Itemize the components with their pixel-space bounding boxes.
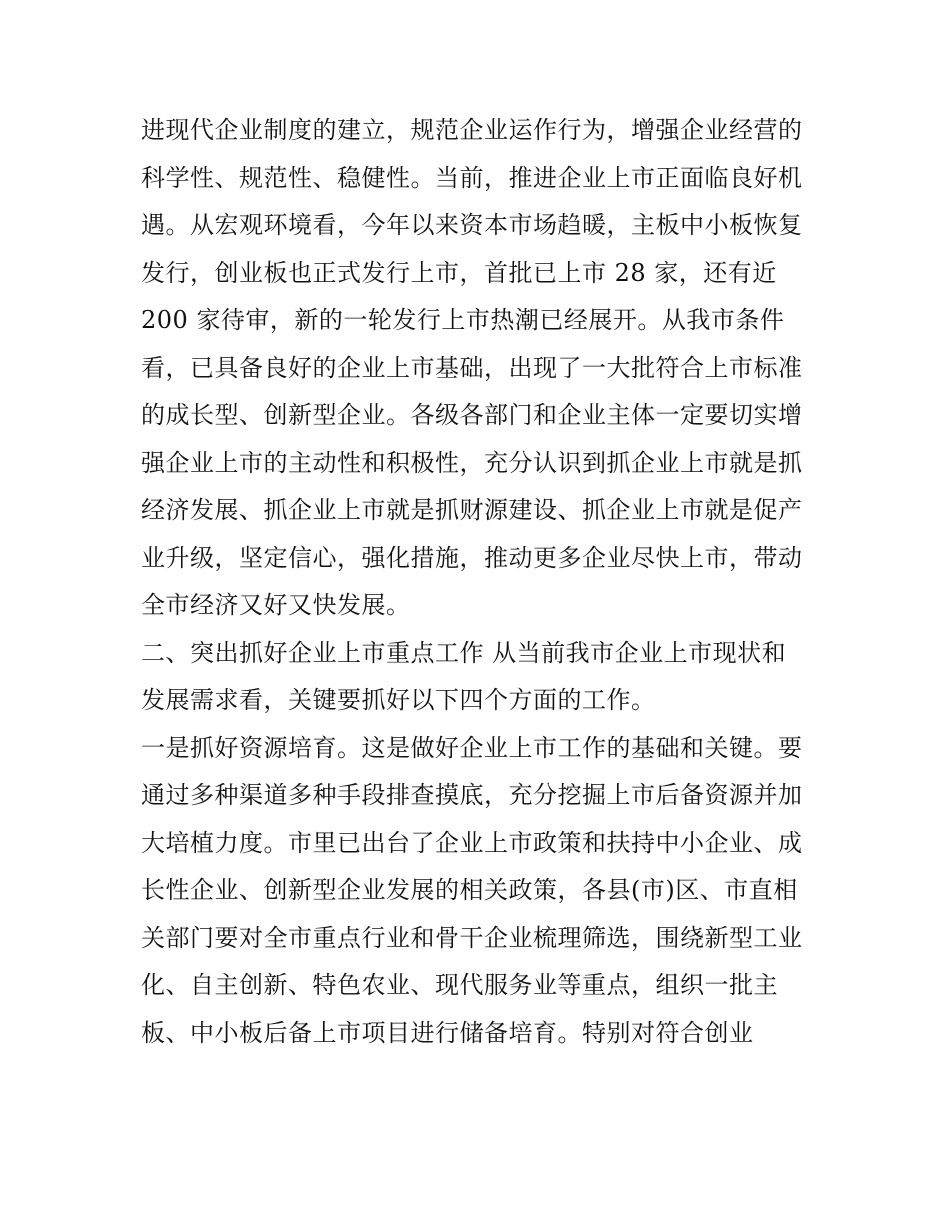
text-line: 化、自主创新、特色农业、现代服务业等重点，组织一批主	[141, 971, 778, 999]
text-line: 全市经济又好又快发展。	[141, 591, 411, 619]
body-text	[141, 107, 821, 1057]
text-line: 发展需求看，关键要抓好以下四个方面的工作。	[141, 686, 656, 714]
text-line: 强企业上市的主动性和积极性，充分认识到抓企业上市就是抓	[141, 448, 803, 477]
text-line: 的成长型、创新型企业。各级各部门和企业主体一定要切实增	[141, 401, 803, 429]
section-heading-line: 二、突出抓好企业上市重点工作 从当前我市企业上市现状和	[141, 638, 787, 667]
text-line: 通过多种渠道多种手段排查摸底，充分挖掘上市后备资源并加	[141, 781, 803, 809]
text-line: 关部门要对全市重点行业和骨干企业梳理筛选，围绕新型工业	[141, 923, 803, 952]
text-line: 大培植力度。市里已出台了企业上市政策和扶持中小企业、成	[141, 828, 803, 857]
text-line: 一是抓好资源培育。这是做好企业上市工作的基础和关键。要	[141, 733, 803, 762]
text-line: 发行，创业板也正式发行上市，首批已上市 28 家，还有近	[141, 258, 777, 287]
text-line: 科学性、规范性、稳健性。当前，推进企业上市正面临良好机	[141, 163, 803, 192]
text-line: 长性企业、创新型企业发展的相关政策，各县(市)区、市直相	[141, 876, 798, 904]
text-line: 看，已具备良好的企业上市基础，出现了一大批符合上市标准	[141, 353, 803, 382]
text-line: 板、中小板后备上市项目进行储备培育。特别对符合创业	[141, 1018, 754, 1047]
text-line: 进现代企业制度的建立，规范企业运作行为，增强企业经营的	[141, 116, 803, 144]
text-line: 遇。从宏观环境看，今年以来资本市场趋暖，主板中小板恢复	[141, 211, 803, 239]
text-line: 业升级，坚定信心，强化措施，推动更多企业尽快上市，带动	[141, 543, 803, 572]
text-line: 经济发展、抓企业上市就是抓财源建设、抓企业上市就是促产	[141, 496, 803, 524]
text-line: 200 家待审，新的一轮发行上市热潮已经展开。从我市条件	[141, 306, 785, 334]
